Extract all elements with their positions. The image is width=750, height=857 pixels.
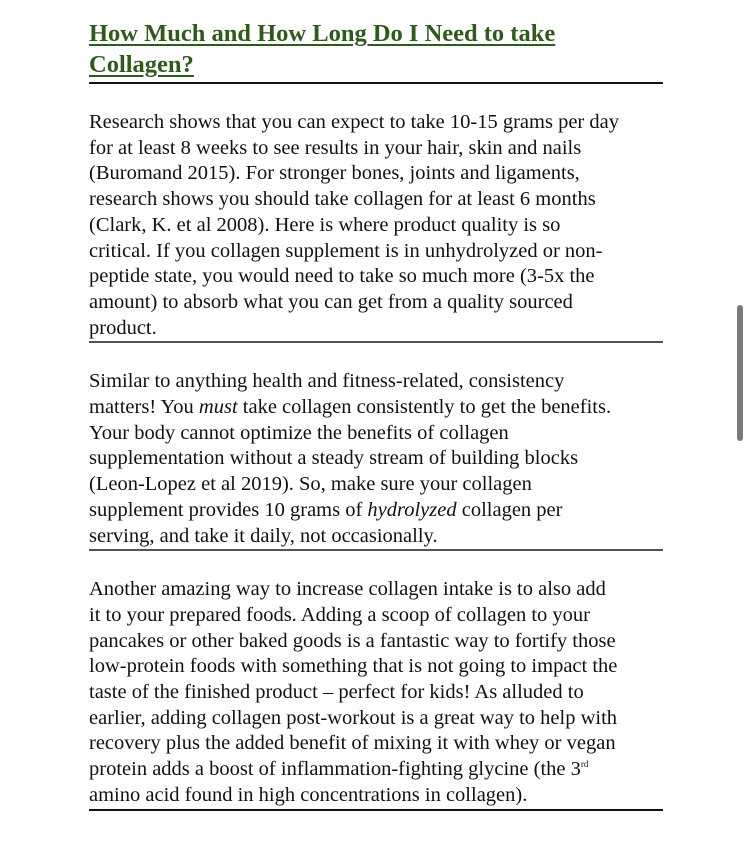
text-line [89, 498, 663, 524]
text-run: supplement provides 10 grams of [89, 498, 368, 521]
text-line: amount) to absorb what you can get from a quality sourced [89, 290, 573, 313]
paragraph-food-intake [89, 577, 663, 810]
document-page [89, 18, 663, 811]
ordinal-superscript: rd [580, 759, 589, 770]
text-line: it to your prepared foods. Adding a scoop of collagen to your [89, 603, 590, 626]
text-run: matters! You [89, 396, 199, 419]
text-line: for at least 8 weeks to see results in your hair, skin and nails [89, 136, 582, 159]
text-line: supplementation without a steady stream of building blocks [89, 447, 579, 470]
emphasis-must: must [198, 396, 238, 419]
emphasis-hydrolyzed: hydrolyzed [367, 498, 457, 521]
heading-line-1: How Much and How Long Do I Need to take [89, 20, 556, 47]
text-line: (Leon-Lopez et al 2019). So, make sure your collagen [89, 473, 532, 496]
text-line: Research shows that you can expect to take 10-15 grams per day [89, 111, 619, 133]
text-line: earlier, adding collagen post-workout is a great way to help with [89, 706, 618, 729]
text-line: Similar to anything health and fitness-related, consistency [89, 370, 565, 393]
text-line: (Buromand 2015). For stronger bones, joints and ligaments, [89, 162, 580, 185]
text-line: pancakes or other baked goods is a fantastic way to fortify those [89, 629, 616, 652]
text-line: product. [89, 316, 157, 339]
text-line: low-protein foods with something that is not going to impact the [89, 655, 618, 678]
text-line: Your body cannot optimize the benefits of collagen [89, 421, 509, 444]
vertical-scrollbar[interactable] [737, 305, 743, 441]
heading-line-2: Collagen? [89, 51, 194, 78]
text-line: Another amazing way to increase collagen intake is to also add [89, 578, 606, 601]
text-run: protein adds a boost of inflammation-fighting glycine (the 3 [89, 758, 581, 781]
text-run: collagen per [456, 498, 563, 521]
text-line: taste of the finished product – perfect for kids! As alluded to [89, 681, 584, 704]
text-line: (Clark, K. et al 2008). Here is where product quality is so [89, 213, 561, 236]
text-line: amino acid found in high concentrations in collagen). [89, 783, 528, 806]
text-line: research shows you should take collagen for at least 6 months [89, 188, 596, 211]
paragraph-dosage [89, 110, 663, 343]
text-line: serving, and take it daily, not occasionally. [89, 524, 438, 547]
text-line [89, 395, 663, 421]
text-line: critical. If you collagen supplement is in unhydrolyzed or non- [89, 239, 603, 262]
section-heading [89, 18, 663, 84]
text-run: take collagen consistently to get the benefits. [237, 396, 612, 419]
paragraph-consistency [89, 369, 663, 551]
text-line: recovery plus the added benefit of mixing it with whey or vegan [89, 732, 616, 755]
text-line [89, 757, 663, 783]
text-line: peptide state, you would need to take so much more (3-5x the [89, 265, 595, 288]
